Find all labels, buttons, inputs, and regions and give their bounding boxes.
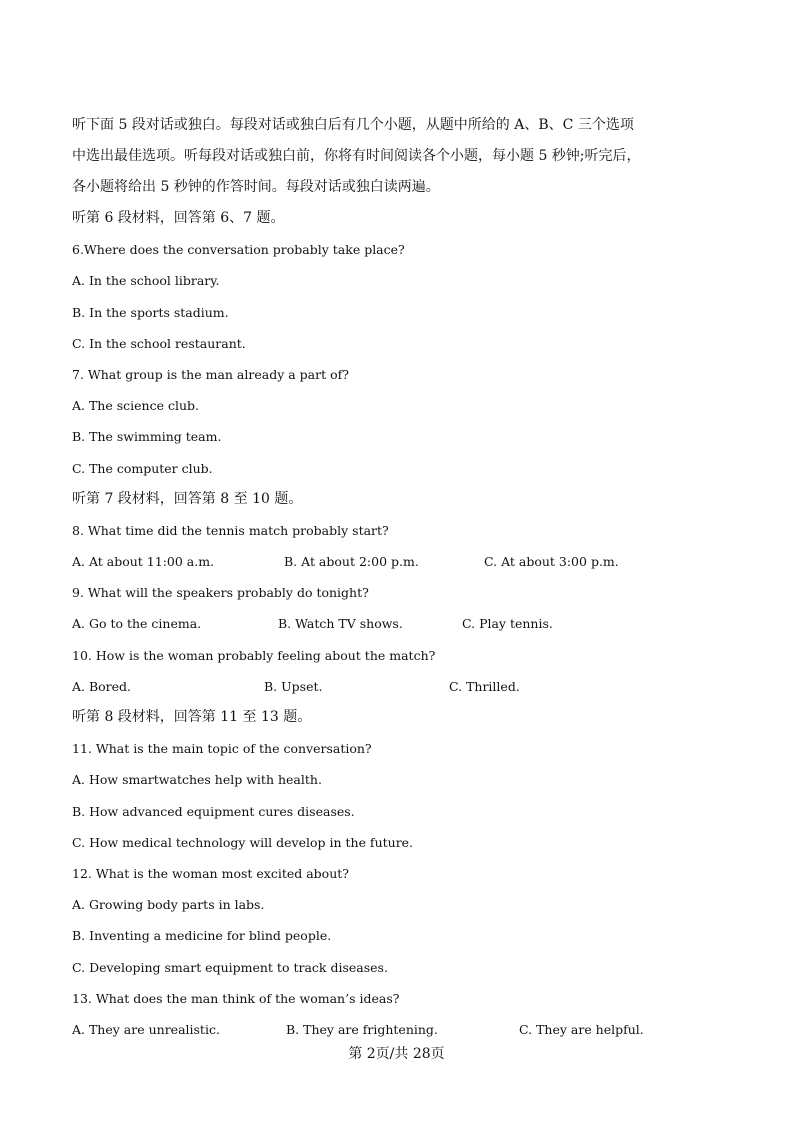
section-header-7: 听第 7 段材料，回答第 8 至 10 题。 (72, 490, 303, 507)
question-10-option-c: C. Thrilled. (449, 678, 520, 694)
question-11-stem: 11. What is the main topic of the conversation? (72, 741, 372, 757)
question-9-stem: 9. What will the speakers probably do tonight? (72, 585, 369, 601)
question-10-option-a: A. Bored. (72, 678, 132, 694)
question-9-option-c: C. Play tennis. (462, 616, 553, 632)
question-8-option-a: A. At about 11:00 a.m. (72, 554, 215, 570)
question-10-options (72, 671, 732, 702)
section-header-6: 听第 6 段材料，回答第 6、7 题。 (72, 210, 285, 226)
question-7-option-c: C. The computer club. (72, 460, 213, 476)
instructions-line-1: 听下面 5 段对话或独白。每段对话或独白后有几个小题，从题中所给的 A、B、C 三个选项 (72, 117, 634, 133)
question-7-option-b: B. The swimming team. (72, 429, 222, 445)
section-header-8: 听第 8 段材料，回答第 11 至 13 题。 (72, 709, 312, 725)
question-11-option-a: A. How smartwatches help with health. (72, 772, 322, 788)
question-11-option-b: B. How advanced equipment cures diseases. (72, 803, 355, 819)
question-8-options (72, 546, 732, 577)
question-7-stem: 7. What group is the man already a part of? (72, 366, 349, 382)
instructions-line-2: 中选出最佳选项。听每段对话或独白前，你将有时间阅读各个小题，每小题 5 秒钟;听完后， (72, 148, 641, 164)
question-7-option-a: A. The science club. (72, 398, 199, 414)
question-13-stem: 13. What does the man think of the woman’s ideas? (72, 990, 400, 1006)
question-9-option-b: B. Watch TV shows. (278, 616, 403, 632)
question-12-option-c: C. Developing smart equipment to track diseases. (72, 959, 388, 975)
instructions (72, 110, 732, 203)
question-6-stem: 6.Where does the conversation probably take place? (72, 242, 405, 258)
question-13-option-b: B. They are frightening. (286, 1021, 438, 1037)
question-13-options (72, 1014, 732, 1045)
question-10-stem: 10. How is the woman probably feeling about the match? (72, 647, 436, 663)
question-9-options (72, 608, 732, 639)
question-6-option-c: C. In the school restaurant. (72, 335, 246, 351)
question-8-option-c: C. At about 3:00 p.m. (484, 554, 619, 570)
question-10-option-b: B. Upset. (264, 678, 323, 694)
document-page (72, 110, 732, 1045)
question-12-option-a: A. Growing body parts in labs. (72, 897, 265, 913)
question-9-option-a: A. Go to the cinema. (72, 616, 202, 632)
question-12-option-b: B. Inventing a medicine for blind people. (72, 928, 332, 944)
question-8-option-b: B. At about 2:00 p.m. (284, 554, 419, 570)
instructions-line-3: 各小题将给出 5 秒钟的作答时间。每段对话或独白读两遍。 (72, 179, 440, 195)
question-13-option-a: A. They are unrealistic. (72, 1021, 220, 1037)
question-6-option-b: B. In the sports stadium. (72, 304, 229, 320)
question-8-stem: 8. What time did the tennis match probably start? (72, 522, 389, 538)
question-6-option-a: A. In the school library. (72, 273, 220, 289)
question-11-option-c: C. How medical technology will develop in the future. (72, 834, 414, 850)
question-13-option-c: C. They are helpful. (519, 1021, 644, 1037)
page-footer: 第 2页/共 28页 (348, 1046, 445, 1062)
question-12-stem: 12. What is the woman most excited about? (72, 865, 349, 881)
